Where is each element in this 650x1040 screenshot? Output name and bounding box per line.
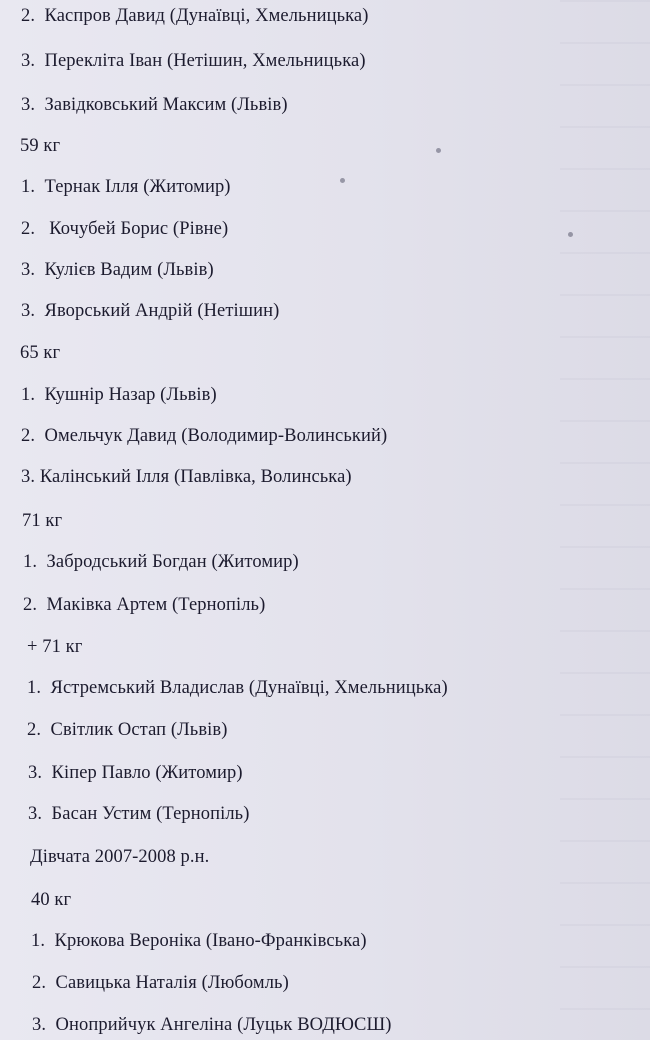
- entry-text: Кушнір Назар (Львів): [44, 385, 217, 405]
- entry-onopriichuk: [32, 1014, 392, 1036]
- entry-omelchuk: [21, 425, 387, 447]
- entry-number: 2.: [23, 595, 38, 615]
- entry-number: 3.: [21, 467, 36, 487]
- entry-yavorskyi: [21, 300, 279, 322]
- entry-number: 3.: [21, 301, 36, 321]
- weight-category-65: [20, 342, 60, 364]
- entry-kriukova: [31, 930, 367, 952]
- girls-section-heading: [30, 846, 209, 868]
- entry-text: Маківка Артем (Тернопіль): [46, 595, 266, 615]
- paper-speck: [340, 178, 345, 183]
- entry-number: 1.: [31, 931, 46, 951]
- entry-text: Калінський Ілля (Павлівка, Волинська): [39, 467, 352, 487]
- entry-kuliev: [21, 259, 214, 281]
- entry-svitlyk: [27, 719, 228, 741]
- entry-number: 3.: [21, 51, 36, 71]
- entry-text: Кочубей Борис (Рівне): [49, 219, 229, 239]
- category-text: + 71 кг: [27, 637, 83, 657]
- entry-number: 3.: [28, 804, 43, 824]
- entry-savytska: [32, 972, 289, 994]
- entry-text: Забродський Богдан (Житомир): [46, 552, 299, 572]
- paper-speck: [436, 148, 441, 153]
- entry-text: Яворський Андрій (Нетішин): [44, 301, 280, 321]
- entry-text: Ястремський Владислав (Дунаївці, Хмельницька): [50, 678, 448, 698]
- entry-number: 2.: [21, 219, 36, 239]
- entry-number: 1.: [23, 552, 38, 572]
- entry-number: 2.: [27, 720, 42, 740]
- category-text: 65 кг: [20, 343, 61, 363]
- entry-text: Омельчук Давид (Володимир-Волинський): [44, 426, 388, 446]
- entry-kiper: [28, 762, 243, 784]
- entry-text: Кіпер Павло (Житомир): [51, 763, 243, 783]
- entry-number: 2.: [21, 6, 36, 26]
- category-text: 59 кг: [20, 136, 61, 156]
- entry-text: Кулієв Вадим (Львів): [44, 260, 214, 280]
- weight-category-59: [20, 135, 60, 157]
- entry-zavidkovskyi: [21, 94, 288, 116]
- entry-kochubei: [21, 218, 228, 240]
- entry-text: Тернак Ілля (Житомир): [44, 177, 231, 197]
- category-text: 40 кг: [31, 890, 72, 910]
- entry-number: 1.: [21, 177, 36, 197]
- entry-number: 2.: [32, 973, 47, 993]
- weight-category-71-plus: [27, 636, 82, 658]
- entry-text: Басан Устим (Тернопіль): [51, 804, 250, 824]
- entry-makivka: [23, 594, 265, 616]
- weight-category-40: [31, 889, 71, 911]
- entry-kalinskyi: [21, 466, 352, 488]
- entry-yastremskyi: [27, 677, 448, 699]
- entry-text: Каспров Давид (Дунаївці, Хмельницька): [44, 6, 369, 26]
- paper-speck: [568, 232, 573, 237]
- entry-kaspruv: [21, 5, 369, 27]
- entry-basan: [28, 803, 249, 825]
- entry-text: Оноприйчук Ангеліна (Луцьк ВОДЮСШ): [55, 1015, 392, 1035]
- category-text: 71 кг: [22, 511, 63, 531]
- entry-number: 1.: [27, 678, 42, 698]
- entry-number: 3.: [32, 1015, 47, 1035]
- entry-ternak: [21, 176, 231, 198]
- entry-text: Перекліта Іван (Нетішин, Хмельницька): [44, 51, 366, 71]
- entry-number: 3.: [21, 95, 36, 115]
- entry-number: 2.: [21, 426, 36, 446]
- entry-number: 3.: [28, 763, 43, 783]
- entry-kushnir: [21, 384, 217, 406]
- weight-category-71: [22, 510, 62, 532]
- entry-text: Світлик Остап (Львів): [50, 720, 228, 740]
- entry-text: Савицька Наталія (Любомль): [55, 973, 289, 993]
- entry-number: 1.: [21, 385, 36, 405]
- section-text: Дівчата 2007-2008 р.н.: [30, 847, 210, 867]
- entry-text: Крюкова Вероніка (Івано-Франківська): [54, 931, 367, 951]
- entry-zabrodskyi: [23, 551, 299, 573]
- entry-text: Завідковський Максим (Львів): [44, 95, 288, 115]
- entry-pereklita: [21, 50, 366, 72]
- entry-number: 3.: [21, 260, 36, 280]
